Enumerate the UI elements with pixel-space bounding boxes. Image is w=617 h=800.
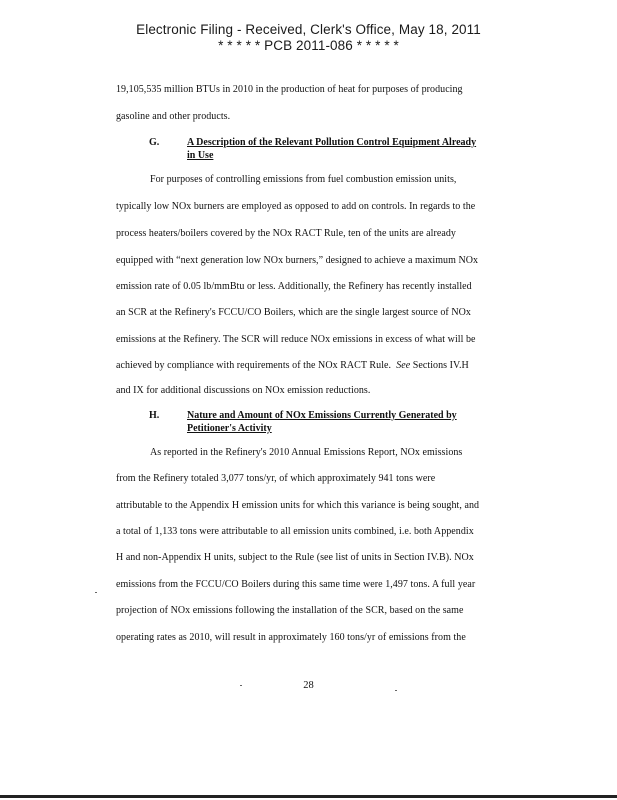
scan-speck: [95, 592, 97, 593]
filing-stamp-line2: * * * * * PCB 2011-086 * * * * *: [218, 38, 399, 53]
scan-edge-rule: [0, 795, 617, 798]
body-line: operating rates as 2010, will result in approximately 160 tons/yr of emissions from the: [116, 632, 466, 643]
body-line: gasoline and other products.: [116, 111, 231, 122]
body-line-with-citation: [116, 360, 469, 371]
citation-signal: See: [396, 360, 411, 371]
section-g-heading-cont: in Use: [187, 150, 214, 161]
body-line: a total of 1,133 tons were attributable to all emission units combined, i.e. both Appendix: [116, 526, 474, 537]
body-line: emissions from the FCCU/CO Boilers during this same time were 1,497 tons. A full year: [116, 579, 476, 590]
body-line: from the Refinery totaled 3,077 tons/yr, of which approximately 941 tons were: [116, 473, 436, 484]
filing-stamp-line1: Electronic Filing - Received, Clerk's Office, May 18, 2011: [136, 22, 481, 37]
section-h-heading: Nature and Amount of NOx Emissions Currently Generated by: [187, 410, 457, 421]
body-line: emissions at the Refinery. The SCR will reduce NOx emissions in excess of what will be: [116, 334, 476, 345]
section-g-heading: A Description of the Relevant Pollution Control Equipment Already: [187, 137, 477, 148]
body-line: 19,105,535 million BTUs in 2010 in the production of heat for purposes of producing: [116, 84, 463, 95]
citation-ref: Sections IV.H: [412, 360, 469, 371]
body-line: equipped with “next generation low NOx burners,” designed to achieve a maximum NOx: [116, 255, 479, 266]
body-line: For purposes of controlling emissions from fuel combustion emission units,: [150, 174, 457, 185]
page-number: 28: [303, 680, 314, 691]
body-line: process heaters/boilers covered by the NOx RACT Rule, ten of the units are already: [116, 228, 456, 239]
body-line: an SCR at the Refinery's FCCU/CO Boilers, which are the single largest source of NOx: [116, 307, 471, 318]
section-h-heading-cont: Petitioner's Activity: [187, 423, 272, 434]
body-line: typically low NOx burners are employed as opposed to add on controls. In regards to the: [116, 201, 476, 212]
body-line: and IX for additional discussions on NOx emission reductions.: [116, 385, 371, 396]
body-line: emission rate of 0.05 lb/mmBtu or less. Additionally, the Refinery has recently installed: [116, 281, 472, 292]
body-line: As reported in the Refinery's 2010 Annual Emissions Report, NOx emissions: [150, 447, 463, 458]
scan-speck: [395, 690, 397, 691]
section-g-label: G.: [149, 137, 160, 148]
section-h-label: H.: [149, 410, 160, 421]
body-text: achieved by compliance with requirements of the NOx RACT Rule.: [116, 360, 392, 371]
scan-speck: [240, 685, 242, 686]
body-line: projection of NOx emissions following the installation of the SCR, based on the same: [116, 605, 464, 616]
body-line: attributable to the Appendix H emission units for which this variance is being sought, and: [116, 500, 480, 511]
body-line: H and non-Appendix H units, subject to the Rule (see list of units in Section IV.B). NOx: [116, 552, 474, 563]
